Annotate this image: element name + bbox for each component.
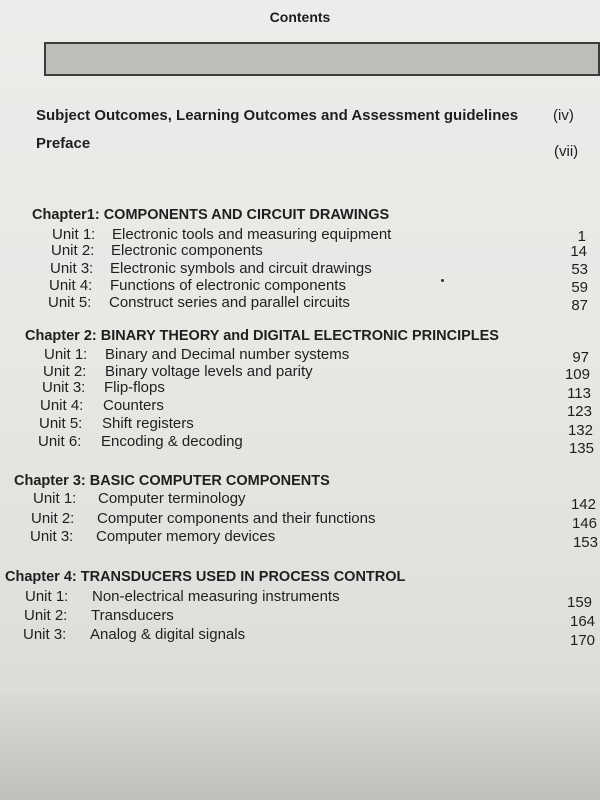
ch2-unit-2-page: 109	[564, 366, 590, 383]
ch3-unit-3-label: Unit 3:	[30, 528, 74, 545]
ch3-unit-1-page: 142	[570, 496, 596, 513]
ch1-unit-4-label: Unit 4:	[49, 277, 93, 294]
ch1-unit-3-page: 53	[571, 261, 588, 278]
ch4-unit-3-page: 170	[570, 632, 596, 649]
ch1-unit-2-page: 14	[570, 243, 587, 260]
ch4-unit-1-title: Non-electrical measuring instruments	[92, 588, 340, 605]
ch2-unit-1-label: Unit 1:	[44, 346, 88, 363]
ch2-unit-3-title: Flip-flops	[104, 379, 165, 396]
ch2-unit-5-page: 132	[567, 422, 593, 439]
ch4-unit-2-title: Transducers	[91, 607, 174, 624]
ch4-unit-2-label: Unit 2:	[24, 607, 68, 624]
ch3-unit-2-title: Computer components and their functions	[97, 510, 376, 527]
ch3-unit-1-title: Computer terminology	[98, 490, 246, 507]
ch1-unit-1-title: Electronic tools and measuring equipment	[112, 226, 392, 243]
chapter-3-title: Chapter 3: BASIC COMPUTER COMPONENTS	[14, 473, 330, 489]
ch2-unit-3-label: Unit 3:	[42, 379, 86, 396]
page-speck	[441, 279, 444, 282]
ch4-unit-1-page: 159	[567, 594, 593, 611]
ch2-unit-5-title: Shift registers	[102, 415, 194, 432]
ch1-unit-5-page: 87	[571, 297, 588, 314]
ch2-unit-1-page: 97	[572, 349, 589, 366]
ch1-unit-1-page: 1	[577, 228, 586, 245]
ch3-unit-3-page: 153	[572, 534, 598, 551]
ch2-unit-2-label: Unit 2:	[43, 363, 87, 380]
ch2-unit-4-title: Counters	[103, 397, 164, 414]
ch1-unit-4-title: Functions of electronic components	[110, 277, 346, 294]
ch1-unit-1-label: Unit 1:	[52, 226, 96, 243]
ch2-unit-6-page: 135	[568, 440, 594, 457]
ch2-unit-1-title: Binary and Decimal number systems	[105, 346, 350, 363]
chapter-2-title: Chapter 2: BINARY THEORY and DIGITAL ELECTRONIC PRINCIPLES	[25, 328, 499, 344]
ch1-unit-5-title: Construct series and parallel circuits	[109, 294, 350, 311]
chapter-4-title: Chapter 4: TRANSDUCERS USED IN PROCESS CONTROL	[5, 569, 406, 585]
ch3-unit-2-label: Unit 2:	[31, 510, 75, 527]
ch2-unit-4-page: 123	[566, 403, 592, 420]
ch1-unit-5-label: Unit 5:	[48, 294, 92, 311]
front-matter-page-1: (iv)	[553, 107, 574, 124]
ch1-unit-3-label: Unit 3:	[50, 260, 94, 277]
front-matter-page-2: (vii)	[554, 143, 579, 160]
ch4-unit-1-label: Unit 1:	[25, 588, 69, 605]
ch3-unit-1-label: Unit 1:	[33, 490, 77, 507]
contents-title: Contents	[269, 9, 331, 25]
ch2-unit-5-label: Unit 5:	[39, 415, 83, 432]
ch1-unit-3-title: Electronic symbols and circuit drawings	[110, 260, 372, 277]
page-shadow	[0, 690, 600, 800]
ch1-unit-2-label: Unit 2:	[51, 242, 95, 259]
ch2-unit-2-title: Binary voltage levels and parity	[105, 363, 313, 380]
ch3-unit-3-title: Computer memory devices	[96, 528, 276, 545]
contents-header-box	[44, 42, 600, 76]
ch2-unit-4-label: Unit 4:	[40, 397, 84, 414]
ch1-unit-4-page: 59	[571, 279, 588, 296]
ch2-unit-3-page: 113	[567, 385, 591, 402]
front-matter-label-2: Preface	[36, 135, 91, 152]
ch2-unit-6-label: Unit 6:	[38, 433, 82, 450]
chapter-1-title: Chapter1: COMPONENTS AND CIRCUIT DRAWINGS	[32, 207, 390, 223]
front-matter-label-1: Subject Outcomes, Learning Outcomes and Assessment guidelines	[36, 107, 519, 124]
ch2-unit-6-title: Encoding & decoding	[101, 433, 243, 450]
ch4-unit-3-title: Analog & digital signals	[90, 626, 246, 643]
ch1-unit-2-title: Electronic components	[111, 242, 263, 259]
ch4-unit-3-label: Unit 3:	[23, 626, 67, 643]
ch4-unit-2-page: 164	[570, 613, 596, 630]
ch3-unit-2-page: 146	[571, 515, 597, 532]
